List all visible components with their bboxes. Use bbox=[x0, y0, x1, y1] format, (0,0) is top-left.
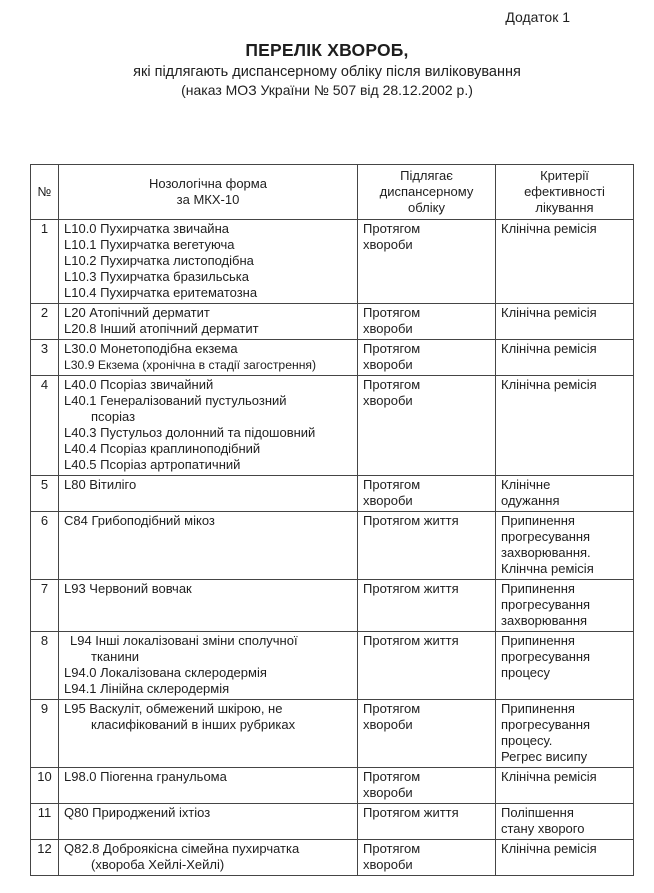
nosology-line: (хвороба Хейлі-Хейлі) bbox=[91, 857, 225, 872]
nosology-line: класифікований в інших рубриках bbox=[91, 717, 296, 732]
nosology-line: L93 Червоний вовчак bbox=[64, 581, 192, 596]
dispensary-line: Протягом bbox=[363, 221, 421, 236]
table-row bbox=[31, 220, 634, 304]
dispensary-cell bbox=[358, 304, 496, 340]
nosology-cell bbox=[59, 220, 358, 304]
criteria-line: прогресування bbox=[501, 649, 591, 664]
table-header-row bbox=[31, 165, 634, 220]
dispensary-line: хвороби bbox=[363, 321, 413, 336]
nosology-line: Q82.8 Доброякісна сімейна пухирчатка bbox=[64, 841, 300, 856]
row-number-cell: 2 bbox=[31, 304, 59, 340]
criteria-line: Припинення bbox=[501, 581, 575, 596]
criteria-cell bbox=[496, 304, 634, 340]
table-row bbox=[31, 700, 634, 768]
table-row bbox=[31, 632, 634, 700]
nosology-line: L10.3 Пухирчатка бразильська bbox=[64, 269, 249, 284]
nosology-line: L40.5 Псоріаз артропатичний bbox=[64, 457, 241, 472]
annex-label: Додаток 1 bbox=[505, 9, 570, 25]
dispensary-cell bbox=[358, 340, 496, 376]
nosology-line: L94 Інші локалізовані зміни сполучної bbox=[70, 633, 298, 648]
row-number-cell: 10 bbox=[31, 768, 59, 804]
dispensary-line: Протягом bbox=[363, 377, 421, 392]
row-number-cell: 7 bbox=[31, 580, 59, 632]
dispensary-line: хвороби bbox=[363, 357, 413, 372]
dispensary-line: Протягом bbox=[363, 341, 421, 356]
criteria-line: прогресування bbox=[501, 717, 591, 732]
table-row bbox=[31, 512, 634, 580]
criteria-line: Клінічна ремісія bbox=[501, 305, 597, 320]
nosology-cell bbox=[59, 768, 358, 804]
dispensary-line: хвороби bbox=[363, 857, 413, 872]
nosology-line: псоріаз bbox=[91, 409, 136, 424]
dispensary-line: Протягом bbox=[363, 841, 421, 856]
dispensary-line: хвороби bbox=[363, 717, 413, 732]
criteria-line: Клінічне bbox=[501, 477, 551, 492]
criteria-cell bbox=[496, 804, 634, 840]
nosology-cell bbox=[59, 340, 358, 376]
header-line: лікування bbox=[535, 200, 594, 215]
nosology-line: L94.1 Лінійна склеродермія bbox=[64, 681, 230, 696]
dispensary-cell bbox=[358, 376, 496, 476]
header-line: Критерії bbox=[540, 168, 589, 183]
nosology-cell bbox=[59, 476, 358, 512]
criteria-line: прогресування bbox=[501, 597, 591, 612]
nosology-line: L40.1 Генералізований пустульозний bbox=[64, 393, 287, 408]
criteria-line: прогресування bbox=[501, 529, 591, 544]
table-row bbox=[31, 804, 634, 840]
header-nosology bbox=[59, 165, 358, 220]
row-number-cell: 5 bbox=[31, 476, 59, 512]
table-row bbox=[31, 376, 634, 476]
criteria-line: захворювання. bbox=[501, 545, 591, 560]
nosology-line: L20.8 Інший атопічний дерматит bbox=[64, 321, 259, 336]
header-line: № bbox=[37, 184, 52, 199]
nosology-line: L40.3 Пустульоз долонний та підошовний bbox=[64, 425, 316, 440]
criteria-line: Клінічна ремісія bbox=[501, 377, 597, 392]
table-row bbox=[31, 340, 634, 376]
nosology-line: L30.0 Монетоподібна екзема bbox=[64, 341, 238, 356]
nosology-line: L98.0 Піогенна гранульома bbox=[64, 769, 227, 784]
nosology-cell bbox=[59, 512, 358, 580]
diseases-table-body bbox=[31, 220, 634, 876]
criteria-cell bbox=[496, 476, 634, 512]
dispensary-line: Протягом bbox=[363, 769, 421, 784]
nosology-line: L95 Васкуліт, обмежений шкірою, не bbox=[64, 701, 283, 716]
dispensary-cell bbox=[358, 632, 496, 700]
nosology-line: тканини bbox=[91, 649, 140, 664]
row-number-cell: 3 bbox=[31, 340, 59, 376]
criteria-cell bbox=[496, 632, 634, 700]
dispensary-line: Протягом bbox=[363, 477, 421, 492]
nosology-line: L40.0 Псоріаз звичайний bbox=[64, 377, 214, 392]
nosology-line: L80 Вітиліго bbox=[64, 477, 137, 492]
criteria-cell bbox=[496, 700, 634, 768]
document-subtitle: які підлягають диспансерному обліку після виліковування bbox=[133, 64, 521, 80]
nosology-line: L10.0 Пухирчатка звичайна bbox=[64, 221, 229, 236]
header-line: диспансерному bbox=[379, 184, 474, 199]
dispensary-cell bbox=[358, 512, 496, 580]
table-row bbox=[31, 580, 634, 632]
criteria-cell bbox=[496, 768, 634, 804]
nosology-line: L10.2 Пухирчатка листоподібна bbox=[64, 253, 254, 268]
dispensary-cell bbox=[358, 804, 496, 840]
criteria-cell bbox=[496, 580, 634, 632]
criteria-line: стану хворого bbox=[501, 821, 585, 836]
nosology-line: L40.4 Псоріаз краплиноподібний bbox=[64, 441, 261, 456]
criteria-line: Поліпшення bbox=[501, 805, 574, 820]
nosology-cell bbox=[59, 632, 358, 700]
table-row bbox=[31, 304, 634, 340]
table-row bbox=[31, 840, 634, 876]
decree-reference: (наказ МОЗ України № 507 від 28.12.2002 р.) bbox=[181, 82, 473, 98]
row-number-cell: 4 bbox=[31, 376, 59, 476]
nosology-cell bbox=[59, 804, 358, 840]
dispensary-line: хвороби bbox=[363, 393, 413, 408]
dispensary-cell bbox=[358, 700, 496, 768]
nosology-cell bbox=[59, 700, 358, 768]
dispensary-line: Протягом bbox=[363, 305, 421, 320]
criteria-line: Клінчна ремісія bbox=[501, 561, 594, 576]
criteria-cell bbox=[496, 340, 634, 376]
row-number-cell: 1 bbox=[31, 220, 59, 304]
dispensary-cell bbox=[358, 220, 496, 304]
criteria-line: процесу bbox=[501, 665, 551, 680]
document-title: ПЕРЕЛІК ХВОРОБ, bbox=[245, 40, 409, 60]
row-number-cell: 12 bbox=[31, 840, 59, 876]
nosology-line: L10.1 Пухирчатка вегетуюча bbox=[64, 237, 235, 252]
nosology-line: Q80 Природжений іхтіоз bbox=[64, 805, 211, 820]
dispensary-line: Протягом життя bbox=[363, 581, 459, 596]
header-num bbox=[31, 165, 59, 220]
header-line: Нозологічна форма bbox=[149, 176, 267, 191]
nosology-line: L10.4 Пухирчатка еритематозна bbox=[64, 285, 258, 300]
row-number-cell: 8 bbox=[31, 632, 59, 700]
row-number-cell: 9 bbox=[31, 700, 59, 768]
criteria-line: Клінічна ремісія bbox=[501, 841, 597, 856]
criteria-line: захворювання bbox=[501, 613, 588, 628]
dispensary-cell bbox=[358, 476, 496, 512]
criteria-line: Припинення bbox=[501, 513, 575, 528]
header-line: Підлягає bbox=[400, 168, 453, 183]
nosology-cell bbox=[59, 304, 358, 340]
dispensary-cell bbox=[358, 580, 496, 632]
header-dispensary bbox=[358, 165, 496, 220]
nosology-line: L94.0 Локалізована склеродермія bbox=[64, 665, 267, 680]
criteria-line: Клінічна ремісія bbox=[501, 769, 597, 784]
row-number-cell: 11 bbox=[31, 804, 59, 840]
dispensary-line: хвороби bbox=[363, 493, 413, 508]
nosology-line: C84 Грибоподібний мікоз bbox=[64, 513, 215, 528]
table-row bbox=[31, 476, 634, 512]
criteria-cell bbox=[496, 840, 634, 876]
header-line: за МКХ-10 bbox=[176, 192, 240, 207]
dispensary-line: хвороби bbox=[363, 237, 413, 252]
nosology-cell bbox=[59, 580, 358, 632]
dispensary-line: Протягом життя bbox=[363, 633, 459, 648]
dispensary-line: Протягом життя bbox=[363, 513, 459, 528]
criteria-line: Регрес висипу bbox=[501, 749, 588, 764]
header-criteria bbox=[496, 165, 634, 220]
nosology-line: L30.9 Екзема (хронічна в стадії загострення) bbox=[64, 358, 317, 372]
dispensary-line: хвороби bbox=[363, 785, 413, 800]
nosology-cell bbox=[59, 376, 358, 476]
criteria-cell bbox=[496, 376, 634, 476]
dispensary-line: Протягом bbox=[363, 701, 421, 716]
dispensary-cell bbox=[358, 840, 496, 876]
dispensary-cell bbox=[358, 768, 496, 804]
diseases-table bbox=[30, 164, 634, 876]
criteria-line: Припинення bbox=[501, 633, 575, 648]
nosology-cell bbox=[59, 840, 358, 876]
criteria-cell bbox=[496, 512, 634, 580]
table-row bbox=[31, 768, 634, 804]
criteria-line: одужання bbox=[501, 493, 560, 508]
header-line: ефективності bbox=[524, 184, 605, 199]
row-number-cell: 6 bbox=[31, 512, 59, 580]
criteria-cell bbox=[496, 220, 634, 304]
nosology-line: L20 Атопічний дерматит bbox=[64, 305, 210, 320]
header-line: обліку bbox=[408, 200, 445, 215]
criteria-line: Клінічна ремісія bbox=[501, 341, 597, 356]
dispensary-line: Протягом життя bbox=[363, 805, 459, 820]
criteria-line: Клінічна ремісія bbox=[501, 221, 597, 236]
criteria-line: Припинення bbox=[501, 701, 575, 716]
criteria-line: процесу. bbox=[501, 733, 553, 748]
